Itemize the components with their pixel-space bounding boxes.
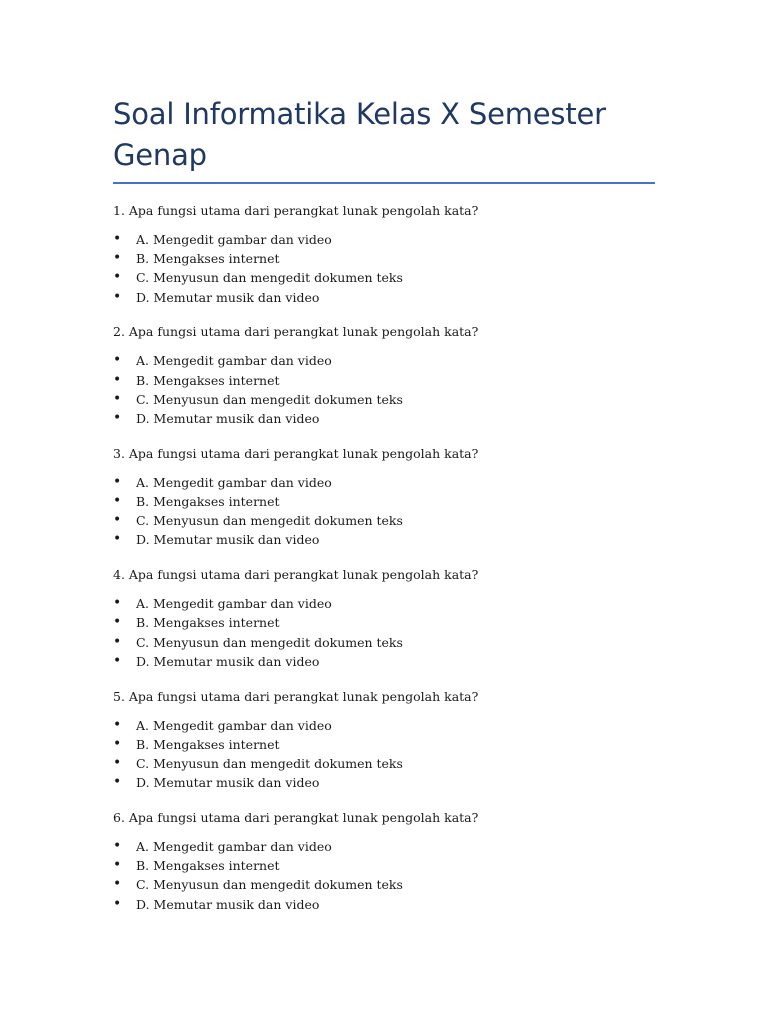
- option-d: [113, 652, 655, 671]
- bullet-icon: •: [113, 492, 122, 509]
- question-6: [113, 805, 655, 926]
- bullet-icon: •: [113, 512, 122, 529]
- option-a: [113, 837, 655, 856]
- bullet-icon: •: [113, 633, 122, 650]
- bullet-icon: •: [113, 652, 122, 669]
- option-b: [113, 249, 655, 268]
- option-label: D. Memutar musik dan video: [136, 410, 320, 426]
- option-d: [113, 895, 655, 914]
- option-label: B. Mengakses internet: [136, 251, 280, 267]
- option-label: C. Menyusun dan mengedit dokumen teks: [136, 513, 403, 529]
- bullet-icon: •: [113, 250, 122, 267]
- question-text: 6. Apa fungsi utama dari perangkat lunak pengolah kata?: [113, 809, 479, 825]
- option-d: [113, 288, 655, 307]
- question-text: 5. Apa fungsi utama dari perangkat lunak pengolah kata?: [113, 688, 479, 704]
- option-label: D. Memutar musik dan video: [136, 653, 320, 669]
- answer-options: [113, 351, 655, 428]
- option-d: [113, 409, 655, 428]
- option-label: B. Mengakses internet: [136, 493, 280, 509]
- bullet-icon: •: [113, 390, 122, 407]
- option-a: [113, 594, 655, 613]
- question-text: 1. Apa fungsi utama dari perangkat lunak pengolah kata?: [113, 203, 479, 218]
- option-label: D. Memutar musik dan video: [136, 532, 320, 548]
- question-3: [113, 441, 655, 562]
- answer-options: [113, 473, 655, 550]
- answer-options: [113, 716, 655, 793]
- bullet-icon: •: [113, 409, 122, 426]
- option-label: B. Mengakses internet: [136, 615, 280, 631]
- option-label: A. Mengedit gambar dan video: [136, 717, 332, 733]
- option-label: A. Mengedit gambar dan video: [136, 353, 332, 369]
- option-label: A. Mengedit gambar dan video: [136, 596, 332, 612]
- bullet-icon: •: [113, 614, 122, 631]
- question-text: 2. Apa fungsi utama dari perangkat lunak pengolah kata?: [113, 324, 479, 340]
- bullet-icon: •: [113, 269, 122, 286]
- option-c: [113, 875, 655, 894]
- option-c: [113, 754, 655, 773]
- answer-options: [113, 837, 655, 914]
- bullet-icon: •: [113, 895, 122, 912]
- option-d: [113, 773, 655, 792]
- bullet-icon: •: [113, 352, 122, 369]
- option-label: C. Menyusun dan mengedit dokumen teks: [136, 634, 403, 650]
- option-c: [113, 268, 655, 287]
- option-d: [113, 530, 655, 549]
- option-b: [113, 371, 655, 390]
- option-label: B. Mengakses internet: [136, 858, 280, 874]
- bullet-icon: •: [113, 231, 122, 247]
- bullet-icon: •: [113, 371, 122, 388]
- option-c: [113, 390, 655, 409]
- question-2: [113, 319, 655, 440]
- bullet-icon: •: [113, 754, 122, 771]
- option-label: D. Memutar musik dan video: [136, 775, 320, 791]
- bullet-icon: •: [113, 288, 122, 305]
- option-label: B. Mengakses internet: [136, 372, 280, 388]
- document-page: [113, 0, 655, 926]
- option-a: [113, 230, 655, 249]
- bullet-icon: •: [113, 857, 122, 874]
- option-b: [113, 613, 655, 632]
- question-4: [113, 562, 655, 683]
- option-label: A. Mengedit gambar dan video: [136, 838, 332, 854]
- option-a: [113, 473, 655, 492]
- question-text: 3. Apa fungsi utama dari perangkat lunak pengolah kata?: [113, 445, 479, 461]
- bullet-icon: •: [113, 595, 122, 612]
- option-b: [113, 492, 655, 511]
- title-underline: [113, 182, 655, 184]
- option-label: A. Mengedit gambar dan video: [136, 232, 332, 247]
- option-a: [113, 716, 655, 735]
- question-text: 4. Apa fungsi utama dari perangkat lunak pengolah kata?: [113, 567, 479, 583]
- document-title: Soal Informatika Kelas X Semester Genap: [113, 97, 606, 172]
- bullet-icon: •: [113, 774, 122, 791]
- option-label: C. Menyusun dan mengedit dokumen teks: [136, 877, 403, 893]
- answer-options: [113, 230, 655, 307]
- bullet-icon: •: [113, 473, 122, 490]
- bullet-icon: •: [113, 735, 122, 752]
- option-label: A. Mengedit gambar dan video: [136, 474, 332, 490]
- question-list: [113, 198, 655, 926]
- option-b: [113, 856, 655, 875]
- option-b: [113, 735, 655, 754]
- answer-options: [113, 594, 655, 671]
- option-label: D. Memutar musik dan video: [136, 896, 320, 912]
- option-c: [113, 633, 655, 652]
- option-c: [113, 511, 655, 530]
- bullet-icon: •: [113, 876, 122, 893]
- option-label: C. Menyusun dan mengedit dokumen teks: [136, 270, 403, 286]
- question-1: [113, 198, 655, 319]
- option-label: B. Mengakses internet: [136, 736, 280, 752]
- bullet-icon: •: [113, 837, 122, 854]
- option-a: [113, 351, 655, 370]
- bullet-icon: •: [113, 531, 122, 548]
- option-label: D. Memutar musik dan video: [136, 289, 320, 305]
- question-5: [113, 684, 655, 805]
- option-label: C. Menyusun dan mengedit dokumen teks: [136, 391, 403, 407]
- bullet-icon: •: [113, 716, 122, 733]
- option-label: C. Menyusun dan mengedit dokumen teks: [136, 755, 403, 771]
